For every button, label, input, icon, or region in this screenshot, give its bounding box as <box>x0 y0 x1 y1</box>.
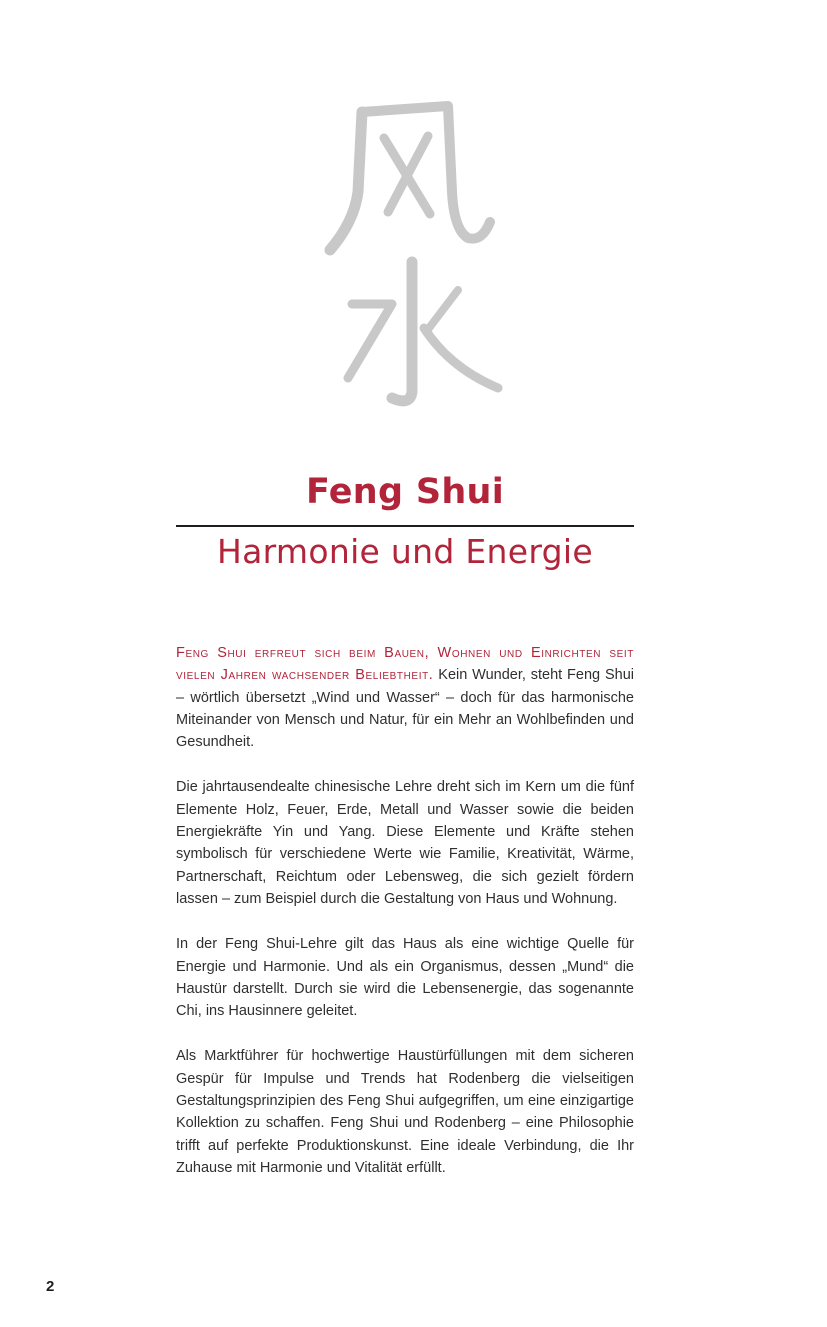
calligraphy-graphic <box>300 72 530 412</box>
page-title: Feng Shui <box>305 472 505 512</box>
feng-shui-calligraphy <box>300 72 530 412</box>
paragraph-rodenberg: Als Marktführer für hochwertige Haustürfüllungen mit dem sicheren Gespür für Impulse und Trends hat Rodenberg die vielseitigen Gestaltungsprinzipien des Feng Shui aufgegriffen, um eine einzigartige Kollektion zu schaffen. Feng Shui und Rodenberg – eine Philosophie trifft auf perfekte Produktionskunst. Eine ideale Verbindung, die Ihr Zuhause mit Harmonie und Vitalität erfüllt. <box>176 1048 634 1176</box>
paragraph-intro <box>176 642 634 753</box>
page-subtitle: Harmonie und Energie <box>217 532 593 571</box>
title-divider <box>176 525 634 527</box>
page-number: 2 <box>46 1278 55 1295</box>
paragraph-elements: Die jahrtausendealte chinesische Lehre dreht sich im Kern um die fünf Elemente Holz, Feuer, Erde, Metall und Wasser sowie die beiden Energiekräfte Yin und Yang. Diese Elemente und Kräfte stehen symbolisch für verschiedene Werte wie Familie, Kreativität, Wärme, Partnerschaft, Reichtum oder Lebensweg, die sich gezielt fördern lassen – zum Beispiel durch die Gestaltung von Haus und Wohnung. <box>176 779 634 907</box>
intro-lead: Feng Shui erfreut sich beim Bauen, Wohnen und Einrichten seit vielen Jahren wachsender Beliebtheit. <box>176 645 634 684</box>
body-text <box>176 642 634 1202</box>
paragraph-house: In der Feng Shui-Lehre gilt das Haus als eine wichtige Quelle für Energie und Harmonie. Und als ein Organismus, dessen „Mund“ die Haustür darstellt. Durch sie wird die Lebensenergie, das sogenannte Chi, ins Hausinnere geleitet. <box>176 936 634 1020</box>
intro-rest: Kein Wunder, steht Feng Shui – wörtlich übersetzt „Wind und Wasser“ – doch für das harmonische Miteinander von Mensch und Natur, für ein Mehr an Wohlbefinden und Gesundheit. <box>176 667 634 751</box>
